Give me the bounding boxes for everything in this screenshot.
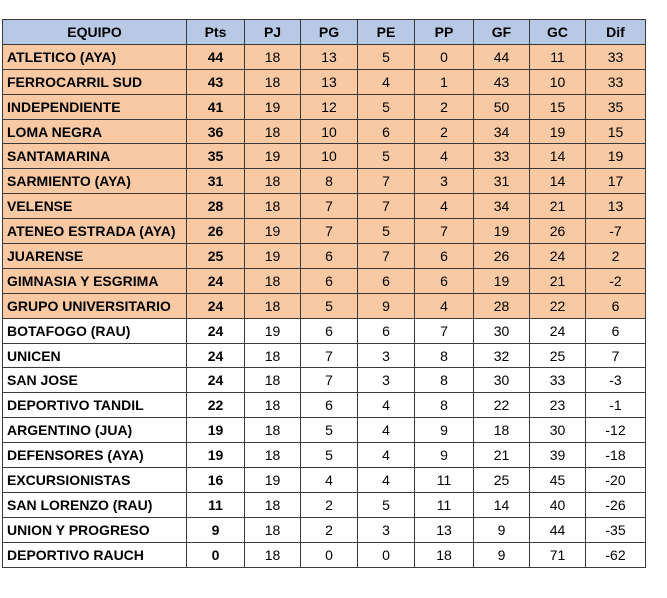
won: 13 — [301, 44, 358, 69]
won: 6 — [301, 244, 358, 269]
goal-difference: 6 — [586, 293, 646, 318]
team-name: SAN JOSE — [3, 368, 187, 393]
points: 24 — [187, 268, 245, 293]
table-row — [3, 393, 646, 418]
goal-difference: 35 — [586, 94, 646, 119]
goals-for: 30 — [474, 318, 530, 343]
goal-difference: 6 — [586, 318, 646, 343]
drawn: 4 — [358, 418, 415, 443]
lost: 4 — [415, 293, 474, 318]
goals-for: 43 — [474, 69, 530, 94]
played: 18 — [245, 443, 301, 468]
table-row — [3, 44, 646, 69]
goal-difference: 33 — [586, 69, 646, 94]
header-gc: GC — [530, 20, 586, 45]
points: 9 — [187, 517, 245, 542]
won: 7 — [301, 343, 358, 368]
won: 8 — [301, 169, 358, 194]
team-name: DEPORTIVO TANDIL — [3, 393, 187, 418]
table-row — [3, 268, 646, 293]
points: 43 — [187, 69, 245, 94]
won: 6 — [301, 268, 358, 293]
goal-difference: 15 — [586, 119, 646, 144]
points: 24 — [187, 293, 245, 318]
points: 36 — [187, 119, 245, 144]
won: 4 — [301, 468, 358, 493]
goals-against: 21 — [530, 194, 586, 219]
goals-for: 21 — [474, 443, 530, 468]
played: 18 — [245, 418, 301, 443]
lost: 2 — [415, 94, 474, 119]
points: 11 — [187, 492, 245, 517]
team-name: UNICEN — [3, 343, 187, 368]
goals-for: 18 — [474, 418, 530, 443]
goal-difference: -62 — [586, 542, 646, 567]
header-pts: Pts — [187, 20, 245, 45]
points: 35 — [187, 144, 245, 169]
points: 16 — [187, 468, 245, 493]
goals-against: 10 — [530, 69, 586, 94]
lost: 0 — [415, 44, 474, 69]
points: 0 — [187, 542, 245, 567]
table-row — [3, 219, 646, 244]
header-pp: PP — [415, 20, 474, 45]
goal-difference: -35 — [586, 517, 646, 542]
lost: 1 — [415, 69, 474, 94]
played: 18 — [245, 169, 301, 194]
goals-against: 40 — [530, 492, 586, 517]
table-row — [3, 169, 646, 194]
goals-for: 50 — [474, 94, 530, 119]
drawn: 7 — [358, 244, 415, 269]
played: 18 — [245, 293, 301, 318]
drawn: 3 — [358, 368, 415, 393]
goals-against: 25 — [530, 343, 586, 368]
lost: 11 — [415, 468, 474, 493]
goals-for: 19 — [474, 219, 530, 244]
drawn: 4 — [358, 69, 415, 94]
table-row — [3, 144, 646, 169]
team-name: SARMIENTO (AYA) — [3, 169, 187, 194]
header-row — [3, 20, 646, 45]
goal-difference: 33 — [586, 44, 646, 69]
played: 19 — [245, 318, 301, 343]
drawn: 5 — [358, 219, 415, 244]
header-gf: GF — [474, 20, 530, 45]
points: 24 — [187, 318, 245, 343]
header-pj: PJ — [245, 20, 301, 45]
team-name: DEPORTIVO RAUCH — [3, 542, 187, 567]
drawn: 6 — [358, 119, 415, 144]
goal-difference: -12 — [586, 418, 646, 443]
team-name: SANTAMARINA — [3, 144, 187, 169]
goals-against: 19 — [530, 119, 586, 144]
goals-against: 23 — [530, 393, 586, 418]
lost: 11 — [415, 492, 474, 517]
points: 19 — [187, 418, 245, 443]
goal-difference: 2 — [586, 244, 646, 269]
team-name: INDEPENDIENTE — [3, 94, 187, 119]
goals-for: 30 — [474, 368, 530, 393]
won: 2 — [301, 492, 358, 517]
goals-against: 24 — [530, 318, 586, 343]
won: 10 — [301, 119, 358, 144]
table-row — [3, 468, 646, 493]
played: 18 — [245, 44, 301, 69]
lost: 7 — [415, 318, 474, 343]
goals-for: 25 — [474, 468, 530, 493]
table-row — [3, 418, 646, 443]
table-row — [3, 492, 646, 517]
goal-difference: 19 — [586, 144, 646, 169]
played: 18 — [245, 194, 301, 219]
played: 18 — [245, 393, 301, 418]
table-row — [3, 343, 646, 368]
points: 44 — [187, 44, 245, 69]
header-pe: PE — [358, 20, 415, 45]
goals-against: 14 — [530, 144, 586, 169]
goals-for: 34 — [474, 194, 530, 219]
goals-against: 71 — [530, 542, 586, 567]
played: 18 — [245, 492, 301, 517]
lost: 8 — [415, 368, 474, 393]
team-name: GRUPO UNIVERSITARIO — [3, 293, 187, 318]
table-row — [3, 293, 646, 318]
played: 19 — [245, 94, 301, 119]
team-name: LOMA NEGRA — [3, 119, 187, 144]
goals-against: 24 — [530, 244, 586, 269]
won: 6 — [301, 393, 358, 418]
team-name: ARGENTINO (JUA) — [3, 418, 187, 443]
lost: 9 — [415, 443, 474, 468]
points: 22 — [187, 393, 245, 418]
drawn: 7 — [358, 169, 415, 194]
won: 12 — [301, 94, 358, 119]
goal-difference: -18 — [586, 443, 646, 468]
played: 18 — [245, 343, 301, 368]
table-row — [3, 94, 646, 119]
goals-against: 39 — [530, 443, 586, 468]
points: 25 — [187, 244, 245, 269]
won: 13 — [301, 69, 358, 94]
lost: 7 — [415, 219, 474, 244]
drawn: 4 — [358, 443, 415, 468]
played: 18 — [245, 368, 301, 393]
drawn: 5 — [358, 144, 415, 169]
drawn: 3 — [358, 517, 415, 542]
drawn: 3 — [358, 343, 415, 368]
goals-for: 26 — [474, 244, 530, 269]
goal-difference: 13 — [586, 194, 646, 219]
lost: 6 — [415, 268, 474, 293]
won: 6 — [301, 318, 358, 343]
table-row — [3, 517, 646, 542]
won: 7 — [301, 194, 358, 219]
goals-for: 9 — [474, 517, 530, 542]
goals-against: 14 — [530, 169, 586, 194]
won: 2 — [301, 517, 358, 542]
drawn: 4 — [358, 468, 415, 493]
team-name: BOTAFOGO (RAU) — [3, 318, 187, 343]
lost: 4 — [415, 194, 474, 219]
team-name: SAN LORENZO (RAU) — [3, 492, 187, 517]
drawn: 5 — [358, 94, 415, 119]
goals-for: 44 — [474, 44, 530, 69]
team-name: GIMNASIA Y ESGRIMA — [3, 268, 187, 293]
drawn: 5 — [358, 492, 415, 517]
drawn: 6 — [358, 318, 415, 343]
goals-for: 28 — [474, 293, 530, 318]
goals-for: 34 — [474, 119, 530, 144]
team-name: JUARENSE — [3, 244, 187, 269]
drawn: 6 — [358, 268, 415, 293]
team-name: UNION Y PROGRESO — [3, 517, 187, 542]
lost: 4 — [415, 144, 474, 169]
won: 5 — [301, 443, 358, 468]
played: 18 — [245, 517, 301, 542]
table-row — [3, 194, 646, 219]
points: 31 — [187, 169, 245, 194]
lost: 8 — [415, 393, 474, 418]
drawn: 0 — [358, 542, 415, 567]
lost: 2 — [415, 119, 474, 144]
won: 10 — [301, 144, 358, 169]
played: 19 — [245, 219, 301, 244]
played: 19 — [245, 468, 301, 493]
won: 0 — [301, 542, 358, 567]
points: 24 — [187, 368, 245, 393]
goals-against: 15 — [530, 94, 586, 119]
lost: 6 — [415, 244, 474, 269]
goals-against: 45 — [530, 468, 586, 493]
won: 5 — [301, 293, 358, 318]
drawn: 7 — [358, 194, 415, 219]
goal-difference: -26 — [586, 492, 646, 517]
points: 41 — [187, 94, 245, 119]
goals-against: 26 — [530, 219, 586, 244]
table-row — [3, 318, 646, 343]
played: 18 — [245, 119, 301, 144]
points: 28 — [187, 194, 245, 219]
goal-difference: 17 — [586, 169, 646, 194]
lost: 3 — [415, 169, 474, 194]
header-pg: PG — [301, 20, 358, 45]
played: 18 — [245, 542, 301, 567]
team-name: VELENSE — [3, 194, 187, 219]
goals-for: 31 — [474, 169, 530, 194]
goals-for: 14 — [474, 492, 530, 517]
goals-against: 30 — [530, 418, 586, 443]
header-equipo: EQUIPO — [3, 20, 187, 45]
goal-difference: -7 — [586, 219, 646, 244]
played: 19 — [245, 244, 301, 269]
goals-for: 32 — [474, 343, 530, 368]
header-dif: Dif — [586, 20, 646, 45]
won: 7 — [301, 368, 358, 393]
points: 19 — [187, 443, 245, 468]
table-row — [3, 119, 646, 144]
standings-body — [3, 44, 646, 567]
team-name: ATLETICO (AYA) — [3, 44, 187, 69]
points: 24 — [187, 343, 245, 368]
goals-for: 33 — [474, 144, 530, 169]
goal-difference: -20 — [586, 468, 646, 493]
goals-for: 19 — [474, 268, 530, 293]
lost: 13 — [415, 517, 474, 542]
table-row — [3, 542, 646, 567]
goal-difference: -3 — [586, 368, 646, 393]
table-row — [3, 443, 646, 468]
won: 7 — [301, 219, 358, 244]
drawn: 5 — [358, 44, 415, 69]
goals-for: 22 — [474, 393, 530, 418]
team-name: ATENEO ESTRADA (AYA) — [3, 219, 187, 244]
goal-difference: -2 — [586, 268, 646, 293]
goals-against: 33 — [530, 368, 586, 393]
lost: 8 — [415, 343, 474, 368]
lost: 9 — [415, 418, 474, 443]
team-name: EXCURSIONISTAS — [3, 468, 187, 493]
standings-table — [2, 19, 646, 568]
goal-difference: -1 — [586, 393, 646, 418]
table-row — [3, 69, 646, 94]
played: 18 — [245, 69, 301, 94]
goals-against: 21 — [530, 268, 586, 293]
table-row — [3, 244, 646, 269]
goals-against: 44 — [530, 517, 586, 542]
goals-for: 9 — [474, 542, 530, 567]
played: 19 — [245, 144, 301, 169]
goals-against: 22 — [530, 293, 586, 318]
goal-difference: 7 — [586, 343, 646, 368]
goals-against: 11 — [530, 44, 586, 69]
played: 18 — [245, 268, 301, 293]
drawn: 9 — [358, 293, 415, 318]
points: 26 — [187, 219, 245, 244]
table-row — [3, 368, 646, 393]
won: 5 — [301, 418, 358, 443]
lost: 18 — [415, 542, 474, 567]
team-name: FERROCARRIL SUD — [3, 69, 187, 94]
team-name: DEFENSORES (AYA) — [3, 443, 187, 468]
drawn: 4 — [358, 393, 415, 418]
